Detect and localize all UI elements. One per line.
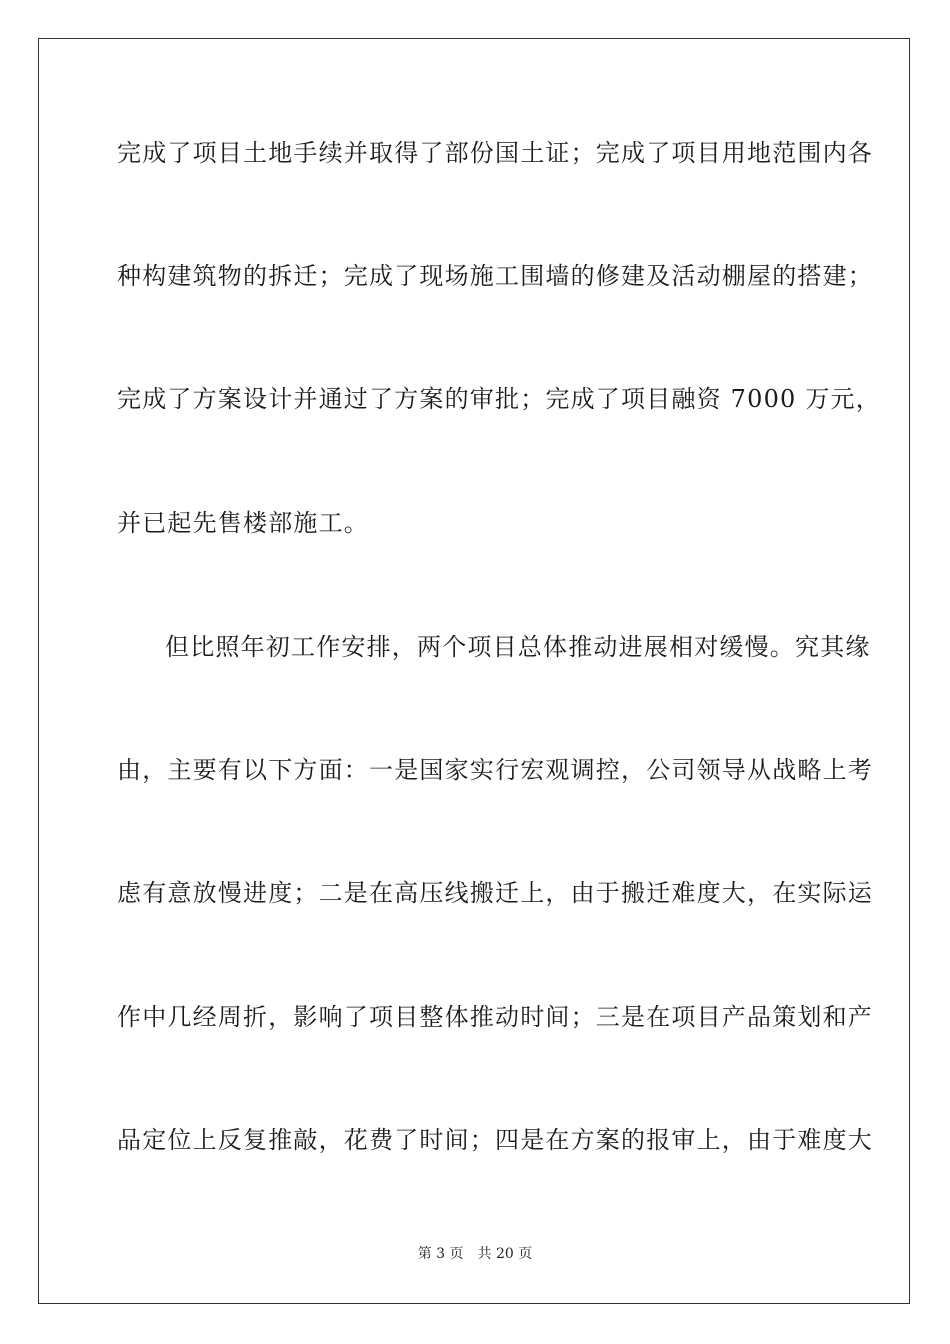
paragraph-line: 并已起先售楼部施工。	[117, 509, 369, 537]
paragraph-line: 完成了项目土地手续并取得了部份国土证；完成了项目用地范围内各	[117, 139, 873, 167]
page-number: 第 3 页	[417, 1246, 464, 1262]
paragraph-line: 由，主要有以下方面：一是国家实行宏观调控，公司领导从战略上考	[117, 756, 873, 784]
paragraph-line: 虑有意放慢进度；二是在高压线搬迁上，由于搬迁难度大，在实际运	[117, 879, 873, 907]
paragraph-line: 完成了方案设计并通过了方案的审批；完成了项目融资 7000 万元，	[117, 385, 881, 413]
page-total: 共 20 页	[477, 1246, 533, 1262]
paragraph-line: 作中几经周折，影响了项目整体推动时间；三是在项目产品策划和产	[117, 1003, 873, 1031]
paragraph-line: 种构建筑物的拆迁；完成了现场施工围墙的修建及活动棚屋的搭建；	[117, 262, 873, 290]
paragraph-line: 但比照年初工作安排，两个项目总体推动进展相对缓慢。究其缘	[165, 633, 871, 661]
page-border	[38, 38, 910, 1304]
paragraph-line: 品定位上反复推敲，花费了时间；四是在方案的报审上，由于难度大	[117, 1126, 873, 1154]
page-footer	[0, 1245, 950, 1263]
